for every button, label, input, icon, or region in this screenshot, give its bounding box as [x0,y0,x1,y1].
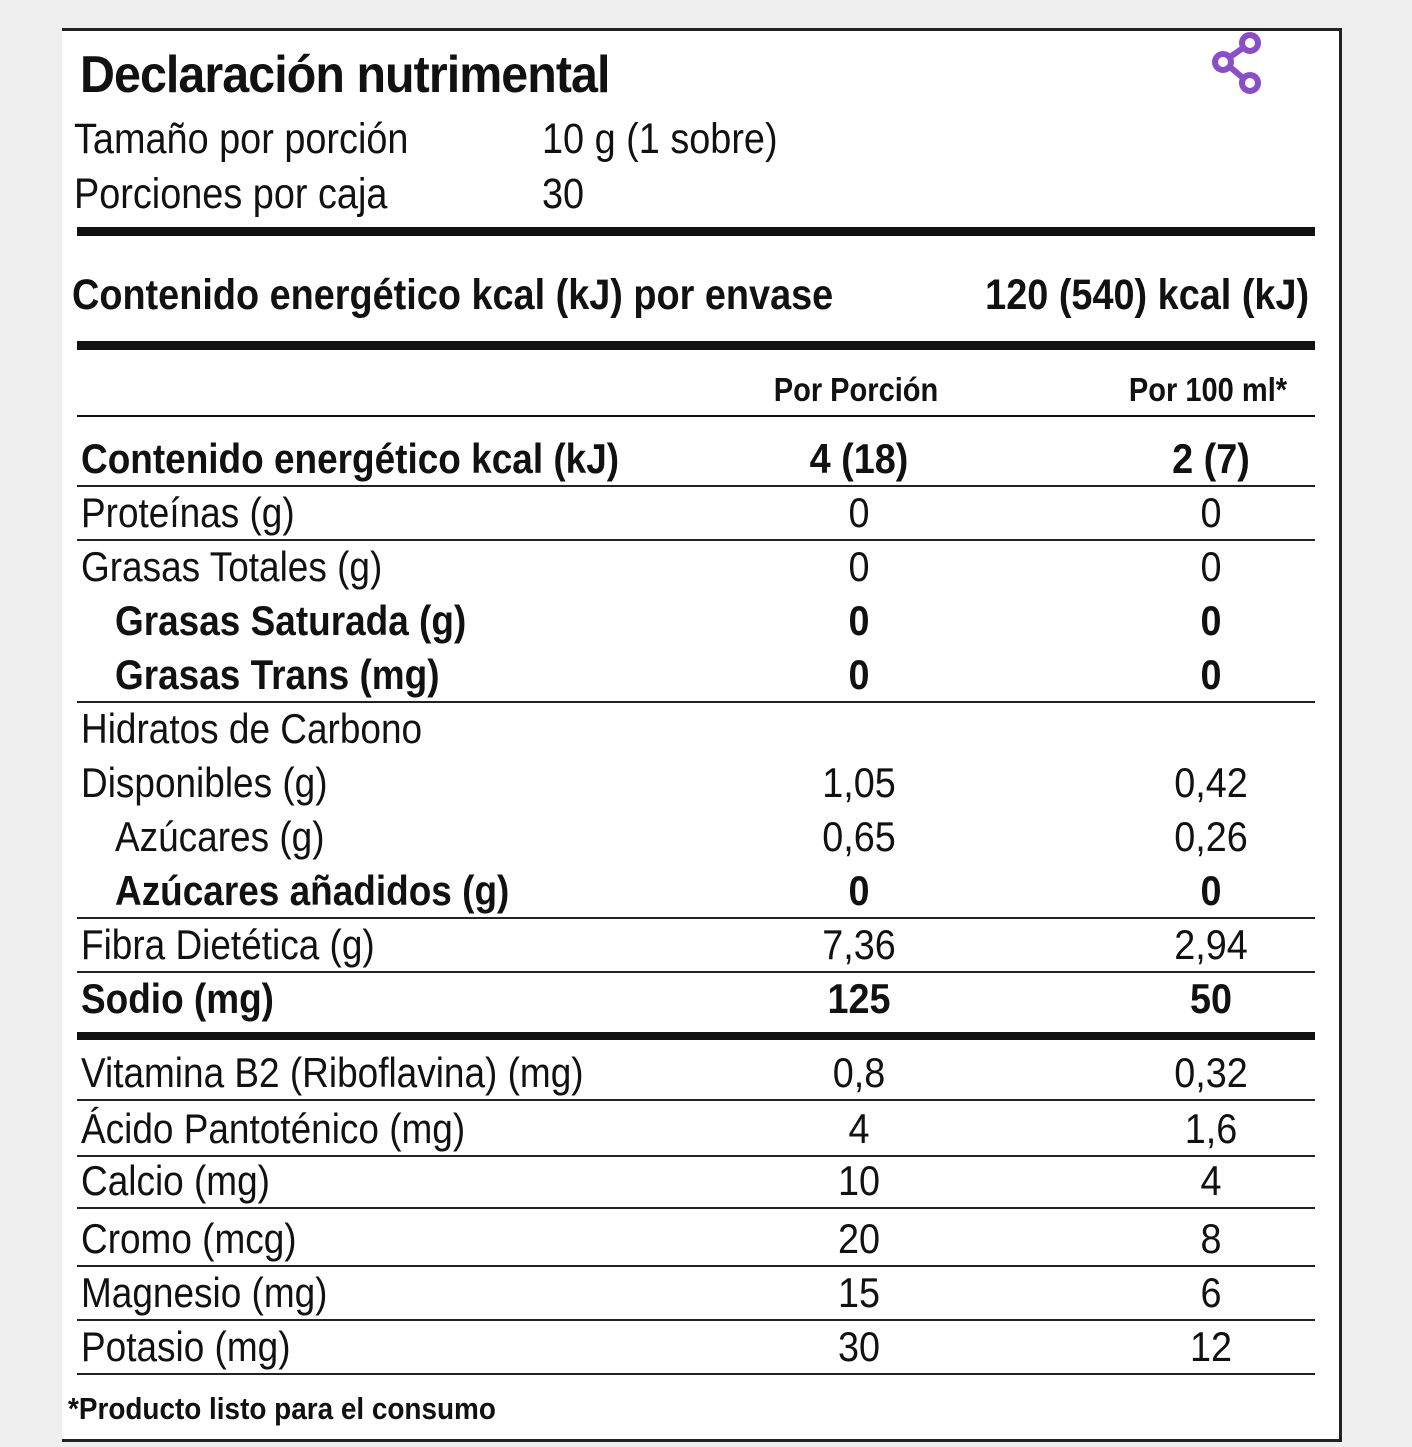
servings-value: 30 [542,170,585,218]
nutrient-row [77,865,1315,919]
row-divider [77,1373,1315,1375]
nutrient-name: Hidratos de Carbono [81,705,423,752]
nutrient-name: Contenido energético kcal (kJ) [81,435,620,482]
per-100ml-value: 0,26 [1174,813,1248,860]
nutrient-name: Fibra Dietética (g) [81,921,375,968]
serving-size-label: Tamaño por porción [74,115,409,163]
thick-divider [77,227,1315,236]
per-100ml-value: 0,42 [1174,759,1248,806]
per-serving-value: 0,65 [822,813,896,860]
per-serving-value: 0 [848,597,870,644]
nutrient-name: Grasas Trans (mg) [115,651,440,698]
per-100ml-value: 12 [1189,1323,1233,1370]
per-100ml-value: 0 [1200,651,1222,698]
nutrient-row [77,1157,1315,1209]
nutrient-row [77,1267,1315,1321]
nutrient-row [77,433,1315,487]
nutrient-row [77,487,1315,541]
nutrient-name: Ácido Pantoténico (mg) [81,1105,466,1152]
per-serving-value: 10 [837,1157,881,1204]
nutrient-row [77,1209,1315,1267]
servings-label: Porciones por caja [74,170,388,218]
nutrient-row [77,757,1315,811]
per-100ml-value: 50 [1189,975,1233,1022]
per-serving-value: 4 [848,1105,870,1152]
nutrient-row [77,541,1315,595]
nutrient-row [77,1321,1315,1375]
per-serving-value: 20 [837,1215,881,1262]
per-100ml-value: 4 [1200,1157,1222,1204]
thin-divider [77,415,1315,417]
per-serving-value: 15 [837,1269,881,1316]
nutrient-name: Azúcares (g) [115,813,325,860]
per-serving-value: 0 [848,651,870,698]
per-serving-value: 1,05 [822,759,896,806]
per-serving-value: 30 [837,1323,881,1370]
nutrient-row [77,1041,1315,1101]
per-100ml-value: 6 [1200,1269,1222,1316]
nutrient-row [77,703,1315,757]
nutrient-row [77,649,1315,703]
nutrient-row [77,919,1315,973]
per-100ml-value: 2,94 [1174,921,1248,968]
thick-divider [77,1032,1315,1040]
per-serving-value: 0 [848,543,870,590]
per-100ml-value: 0 [1200,597,1222,644]
nutrient-name: Potasio (mg) [81,1323,291,1370]
thick-divider [77,341,1315,350]
per-serving-value: 0 [848,867,870,914]
nutrient-name: Cromo (mcg) [81,1215,297,1262]
nutrient-name: Grasas Saturada (g) [115,597,467,644]
nutrient-name: Vitamina B2 (Riboflavina) (mg) [81,1049,584,1096]
per-serving-value: 4 (18) [809,435,909,482]
nutrient-name: Magnesio (mg) [81,1269,328,1316]
per-100ml-value: 2 (7) [1172,435,1250,482]
energy-per-package-value: 120 (540) kcal (kJ) [985,271,1309,319]
per-serving-value: 0,8 [832,1049,886,1096]
per-serving-value: 7,36 [822,921,896,968]
per-100ml-value: 0 [1200,543,1222,590]
nutrient-row [77,811,1315,865]
nutrient-name: Calcio (mg) [81,1157,270,1204]
nutrient-name: Disponibles (g) [81,759,328,806]
nutrient-row [77,1101,1315,1157]
nutrient-row [77,595,1315,649]
per-serving-value: 0 [848,489,870,536]
per-100ml-value: 0 [1200,489,1222,536]
share-icon[interactable] [1205,31,1275,101]
nutrient-name: Proteínas (g) [81,489,295,536]
nutrient-name: Grasas Totales (g) [81,543,383,590]
per-100ml-value: 1,6 [1184,1105,1238,1152]
nutrient-row [77,973,1315,1027]
per-100ml-value: 8 [1200,1215,1222,1262]
serving-size-value: 10 g (1 sobre) [542,115,778,163]
nutrient-name: Sodio (mg) [81,975,274,1022]
column-header-per-100ml: Por 100 ml* [1128,371,1288,408]
energy-per-package-label: Contenido energético kcal (kJ) por envase [72,271,834,319]
footnote: *Producto listo para el consumo [68,1391,496,1426]
per-serving-value: 125 [827,975,891,1022]
nutrient-name: Azúcares añadidos (g) [115,867,510,914]
column-header-per-serving: Por Porción [773,371,939,408]
nutrition-label [62,28,1342,1442]
label-title: Declaración nutrimental [80,46,610,104]
per-100ml-value: 0 [1200,867,1222,914]
per-100ml-value: 0,32 [1174,1049,1248,1096]
